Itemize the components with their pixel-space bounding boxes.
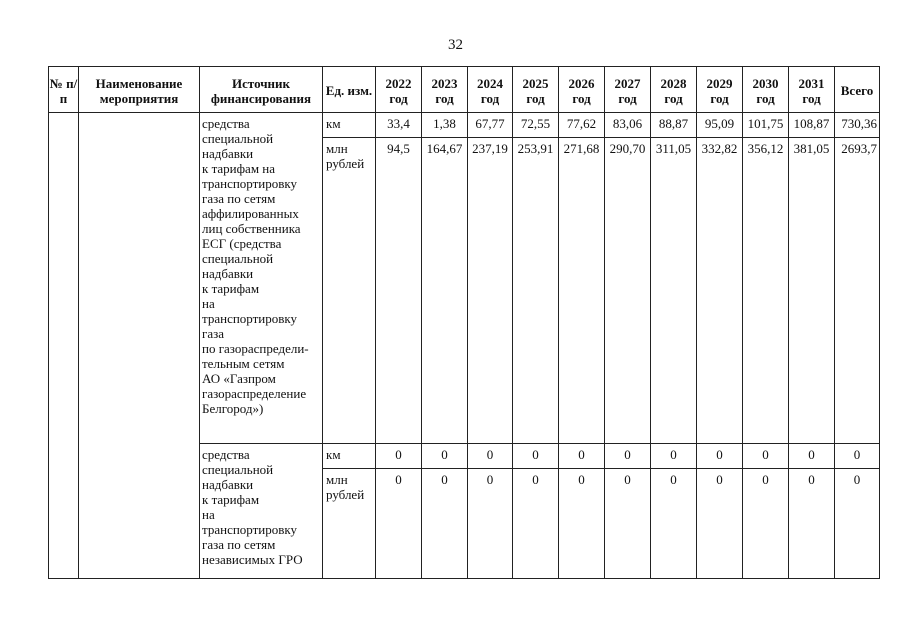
source-text: средства специальной надбавки к тарифам на транспортировку газа по сетям аффилированных лиц собственника ЕСГ (средства специальной надбавки к тарифам на транспортировку газа по газораспредели- тельным сетям АО «Газпром газораспределение Белгород») (202, 116, 309, 416)
cell-source (200, 444, 323, 579)
cell-value: 67,77 (468, 113, 513, 138)
cell-value: 0 (651, 444, 697, 469)
financing-table (48, 66, 880, 579)
header-year-2022: 2022 год (376, 67, 422, 113)
cell-unit: км (323, 444, 376, 469)
header-name: Наименование мероприятия (79, 67, 200, 113)
cell-value: 332,82 (697, 138, 743, 444)
cell-value: 83,06 (605, 113, 651, 138)
cell-source (200, 113, 323, 444)
cell-value: 0 (651, 469, 697, 579)
header-year-2023: 2023 год (422, 67, 468, 113)
cell-total: 730,36 (835, 113, 880, 138)
cell-name (79, 113, 200, 579)
cell-value: 1,38 (422, 113, 468, 138)
cell-value: 108,87 (789, 113, 835, 138)
cell-value: 0 (513, 469, 559, 579)
cell-value: 290,70 (605, 138, 651, 444)
header-year-2027: 2027 год (605, 67, 651, 113)
page-number: 32 (448, 37, 463, 53)
cell-num (49, 113, 79, 579)
header-year-2024: 2024 год (468, 67, 513, 113)
header-year-2029: 2029 год (697, 67, 743, 113)
cell-value: 0 (559, 444, 605, 469)
cell-value: 101,75 (743, 113, 789, 138)
cell-value: 94,5 (376, 138, 422, 444)
cell-total: 0 (835, 444, 880, 469)
header-year-2025: 2025 год (513, 67, 559, 113)
cell-value: 0 (605, 444, 651, 469)
cell-value: 311,05 (651, 138, 697, 444)
cell-value: 253,91 (513, 138, 559, 444)
cell-value: 0 (559, 469, 605, 579)
cell-value: 0 (513, 444, 559, 469)
header-year-2026: 2026 год (559, 67, 605, 113)
cell-value: 0 (422, 469, 468, 579)
cell-value: 88,87 (651, 113, 697, 138)
cell-unit: млн рублей (323, 138, 376, 444)
header-year-2031: 2031 год (789, 67, 835, 113)
cell-value: 0 (376, 469, 422, 579)
header-row (49, 67, 880, 113)
cell-value: 0 (468, 444, 513, 469)
cell-unit: млн рублей (323, 469, 376, 579)
cell-value: 33,4 (376, 113, 422, 138)
cell-value: 271,68 (559, 138, 605, 444)
cell-value: 0 (697, 444, 743, 469)
cell-value: 164,67 (422, 138, 468, 444)
cell-total: 0 (835, 469, 880, 579)
header-unit: Ед. изм. (323, 67, 376, 113)
header-source: Источник финансирования (200, 67, 323, 113)
cell-value: 0 (743, 444, 789, 469)
cell-total: 2693,7 (835, 138, 880, 444)
header-total: Всего (835, 67, 880, 113)
cell-value: 381,05 (789, 138, 835, 444)
cell-value: 0 (422, 444, 468, 469)
cell-unit: км (323, 113, 376, 138)
cell-value: 77,62 (559, 113, 605, 138)
cell-value: 0 (697, 469, 743, 579)
header-year-2028: 2028 год (651, 67, 697, 113)
header-num: № п/п (49, 67, 79, 113)
cell-value: 356,12 (743, 138, 789, 444)
cell-value: 0 (743, 469, 789, 579)
cell-value: 237,19 (468, 138, 513, 444)
header-year-2030: 2030 год (743, 67, 789, 113)
table-row (49, 113, 880, 138)
cell-value: 0 (468, 469, 513, 579)
cell-value: 0 (789, 469, 835, 579)
cell-value: 0 (376, 444, 422, 469)
cell-value: 0 (605, 469, 651, 579)
cell-value: 0 (789, 444, 835, 469)
source-text: средства специальной надбавки к тарифам на транспортировку газа по сетям независимых ГРО (202, 447, 303, 567)
cell-value: 72,55 (513, 113, 559, 138)
cell-value: 95,09 (697, 113, 743, 138)
